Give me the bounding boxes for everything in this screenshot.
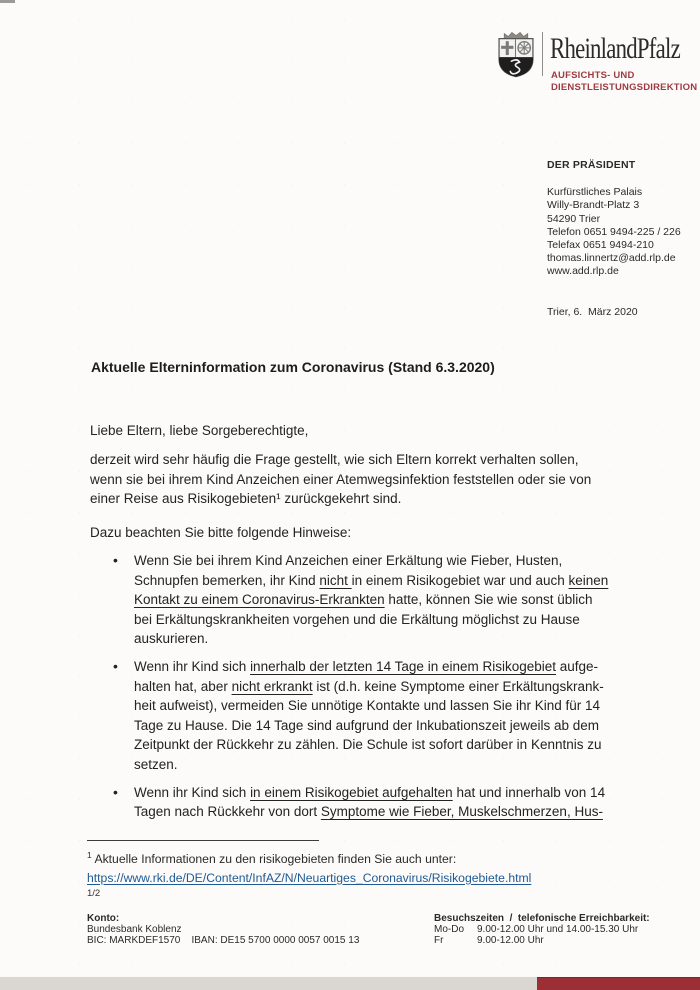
fold-mark — [0, 0, 15, 3]
hours-row-friday — [434, 935, 650, 946]
hours-label: Besuchszeiten / telefonische Erreichbarkeit: — [434, 913, 650, 924]
hints-lead: Dazu beachten Sie bitte folgende Hinweise: — [90, 525, 352, 540]
sender-role: DER PRÄSIDENT — [547, 159, 636, 171]
hours-days: Mo-Do — [434, 924, 465, 936]
footnote-link[interactable]: https://www.rki.de/DE/Content/InfAZ/N/Neuartiges_Coronavirus/Risikogebiete.html — [87, 870, 532, 885]
brand-logo — [497, 28, 697, 98]
brand-tagline-line1: AUFSICHTS- UND — [551, 70, 635, 81]
account-label: Konto: — [87, 913, 120, 924]
hours-row-weekdays — [434, 924, 650, 935]
bullet-item-risk-area-no-symptoms: • Wenn ihr Kind sich innerhalb der letzten 14 Tage in einem Risikogebiet aufge- halten hat, aber nicht erkrankt ist (d.h. keine Symptome einer Erkältungskrank- heit aufweist), vermeiden Sie unnötige Kontakte und lassen Sie ihr Kind für 14 Tage zu Hause. Die 14 Tage sind aufgrund der Inkubationszeit jeweils ab dem Zeitpunkt der Rückkehr zu zählen. Die Schule ist sofort darüber in Kenntnis zu setzen. — [90, 657, 650, 775]
sender-dateline: Trier, 6. März 2020 — [547, 305, 638, 318]
hours-days: Fr — [434, 935, 444, 947]
brand-wordmark: RheinlandPfalz — [550, 32, 680, 65]
hours-times: 9.00-12.00 Uhr — [477, 935, 544, 947]
logo-divider — [542, 32, 543, 76]
account-section — [87, 913, 359, 947]
bullet-item-cold-symptoms: • Wenn Sie bei ihrem Kind Anzeichen einer Erkältung wie Fieber, Husten, Schnupfen bemerken, ihr Kind nicht in einem Risikogebiet war und auch keinen Kontakt zu einem Coronavirus-Erkrankten hatte, können Sie wie sonst üblich bei Erkältungskrankheiten vorgehen und die Erkältung möglichst zu Hause auskurieren. — [90, 551, 650, 649]
bullet-list — [90, 551, 650, 822]
sender-block — [547, 159, 681, 319]
footnote-marker: 1 — [87, 850, 92, 860]
footnote — [87, 840, 531, 900]
sender-address: Kurfürstliches Palais Willy-Brandt-Platz 3 54290 Trier Telefon 0651 9494-225 / 226 Telefax 0651 9494-210 thomas.linnertz@add.rlp.de www.add.rlp.de — [547, 186, 681, 278]
bottom-red-bar — [537, 977, 700, 990]
bic-iban: BIC: MARKDEF1570 IBAN: DE15 5700 0000 0057 0015 13 — [87, 935, 360, 947]
salutation: Liebe Eltern, liebe Sorgeberechtigte, — [90, 423, 309, 438]
bank-name: Bundesbank Koblenz — [87, 924, 182, 936]
hours-section — [434, 913, 650, 947]
rheinland-pfalz-coat-of-arms-icon — [497, 30, 535, 78]
hours-times: 9.00-12.00 Uhr und 14.00-15.30 Uhr — [477, 924, 639, 936]
bullet-item-risk-area-symptoms: • Wenn ihr Kind sich in einem Risikogebiet aufgehalten hat und innerhalb von 14 Tagen nach Rückkehr von dort Symptome wie Fieber, Muskelschmerzen, Hus- — [90, 783, 650, 822]
brand-tagline — [551, 70, 697, 94]
footnote-rule — [87, 840, 319, 841]
footnote-text: $^1$ Aktuelle Informationen zu den risikogebieten finden Sie auch unter: — [87, 850, 457, 867]
page-indicator: 1/2 — [87, 888, 101, 900]
brand-tagline-line2: DIENSTLEISTUNGSDIREKTION — [551, 82, 698, 93]
intro-paragraph: derzeit wird sehr häufig die Frage gestellt, wie sich Eltern korrekt verhalten sollen, wenn sie bei ihrem Kind Anzeichen einer Atemwegsinfektion feststellen oder sie von einer Reise aus Risikogebieten¹ zurückgekehrt sind. — [90, 452, 592, 507]
letter-title: Aktuelle Elterninformation zum Coronavirus (Stand 6.3.2020) — [91, 359, 495, 375]
